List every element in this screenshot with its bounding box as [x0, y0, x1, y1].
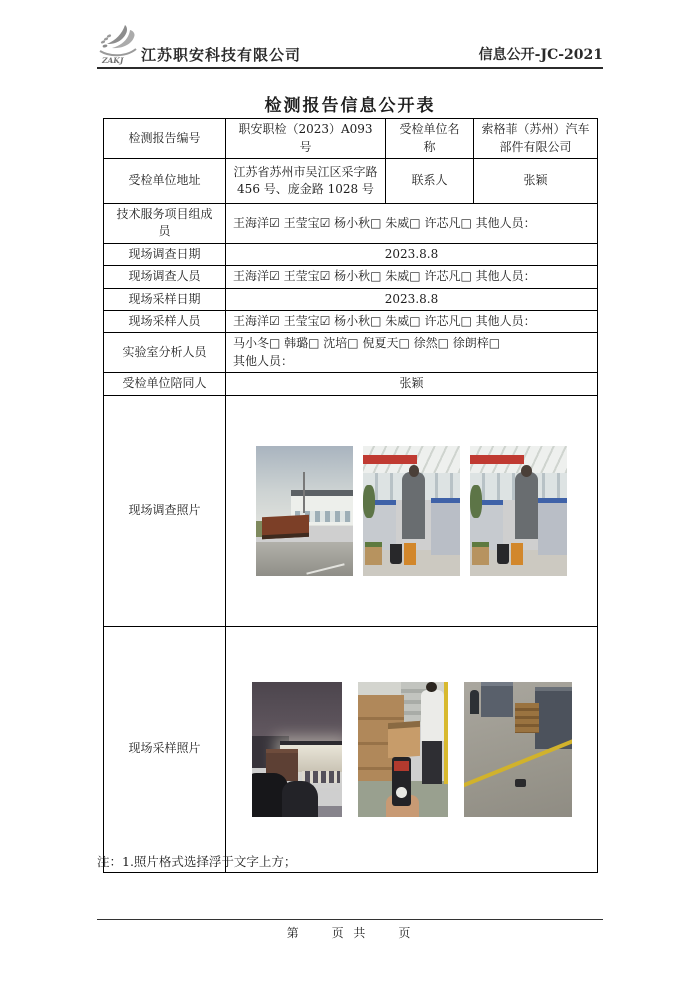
sample-photos-cell — [226, 626, 598, 872]
table-row — [104, 243, 598, 265]
photo-worker-pants — [422, 741, 442, 784]
table-row — [104, 310, 598, 332]
company-logo-icon — [95, 24, 143, 66]
table-row — [104, 626, 598, 872]
page-title: 检测报告信息公开表 — [264, 96, 436, 116]
table-row — [104, 119, 598, 159]
table-row — [104, 204, 598, 244]
photo-yellow-pole — [444, 682, 448, 785]
photo-plant — [363, 485, 375, 519]
sample-photos-label: 现场采样照片 — [104, 626, 226, 872]
logo-zakj-text: ZAKJ — [102, 56, 124, 65]
survey-photos-cell — [226, 395, 598, 626]
office-survey-photo-1 — [363, 446, 460, 576]
photo-fence — [302, 771, 340, 783]
unit-name-label: 受检单位名称 — [386, 119, 474, 159]
table-row — [104, 159, 598, 204]
sampling-photo-strip — [226, 682, 597, 817]
lab-staff-line1: 马小冬□ 韩璐□ 沈培□ 倪夏天□ 徐然□ 徐朗梓□ — [233, 336, 501, 351]
contact-value: 张颖 — [474, 159, 598, 204]
photo-parking-lot — [256, 542, 353, 576]
team-value: 王海洋☑ 王莹宝☑ 杨小秋□ 朱威□ 许芯凡□ 其他人员： — [226, 204, 598, 244]
escort-label: 受检单位陪同人 — [104, 373, 226, 395]
sample-date-value: 2023.8.8 — [226, 288, 598, 310]
sample-staff-value: 王海洋☑ 王莹宝☑ 杨小秋□ 朱威□ 许芯凡□ 其他人员： — [226, 310, 598, 332]
photo-surveyor — [402, 472, 425, 540]
factory-exterior-photo — [256, 446, 353, 576]
photo-crate — [535, 687, 572, 749]
photo-meter-screen — [394, 761, 408, 770]
report-no-label: 检测报告编号 — [104, 119, 226, 159]
disclosure-table — [103, 118, 598, 873]
company-name: 江苏职安科技有限公司 — [141, 46, 302, 64]
photo-cubicle-right — [431, 498, 460, 555]
factory-floor-photo — [464, 682, 572, 817]
photo-company-sign — [262, 514, 309, 539]
photo-surveyor — [515, 472, 538, 540]
survey-staff-label: 现场调查人员 — [104, 266, 226, 288]
warehouse-sampling-photo — [358, 682, 448, 817]
photo-open-box — [388, 721, 420, 758]
unit-addr-value: 江苏省苏州市吴江区采字路456 号、庞金路 1028 号 — [226, 159, 386, 204]
table-row — [104, 288, 598, 310]
team-label: 技术服务项目组成员 — [104, 204, 226, 244]
table-row — [104, 395, 598, 626]
office-survey-photo-2 — [470, 446, 567, 576]
photo-cardboard-box — [365, 542, 382, 565]
footnote: 注：1.照片格式选择浮于文字上方； — [97, 854, 297, 869]
photo-cubicle-right — [538, 498, 567, 555]
photo-orange-sign — [404, 543, 417, 565]
photo-red-banner — [470, 455, 524, 464]
escort-value: 张颖 — [226, 373, 598, 395]
photo-orange-sign — [511, 543, 524, 565]
photo-red-banner — [363, 455, 417, 464]
photo-trash-bin — [390, 544, 402, 564]
photo-worker-shirt — [421, 690, 444, 741]
photo-distant-worker — [470, 690, 479, 714]
photo-pallets — [515, 703, 539, 733]
survey-date-label: 现场调查日期 — [104, 243, 226, 265]
photo-meter-sensor — [396, 787, 407, 798]
photo-surveyor-head — [409, 465, 420, 477]
table-row — [104, 333, 598, 373]
survey-date-value: 2023.8.8 — [226, 243, 598, 265]
document-code: 信息公开-JC-2021 — [478, 47, 603, 63]
survey-staff-value: 王海洋☑ 王莹宝☑ 杨小秋□ 朱威□ 许芯凡□ 其他人员： — [226, 266, 598, 288]
table-row — [104, 373, 598, 395]
photo-small-object — [515, 779, 526, 787]
photo-trash-bin — [497, 544, 509, 564]
unit-name-value: 索格菲（苏州）汽车部件有限公司 — [474, 119, 598, 159]
page-number: 第 页 共 页 — [286, 926, 414, 940]
survey-photo-strip — [226, 446, 597, 576]
photo-parked-car — [282, 781, 318, 816]
photo-plant — [470, 485, 482, 519]
photo-light-pole — [303, 472, 305, 514]
report-no-value: 职安职检（2023）A093 号 — [226, 119, 386, 159]
photo-crate — [481, 682, 513, 717]
lab-staff-value — [226, 333, 598, 373]
photo-surveyor-head — [521, 465, 532, 477]
header-divider — [97, 67, 603, 69]
photo-worker-head — [426, 682, 437, 693]
contact-label: 联系人 — [386, 159, 474, 204]
footer-divider — [97, 919, 603, 920]
sample-date-label: 现场采样日期 — [104, 288, 226, 310]
lab-staff-line2: 其他人员： — [233, 353, 294, 368]
survey-photos-label: 现场调查照片 — [104, 395, 226, 626]
unit-addr-label: 受检单位地址 — [104, 159, 226, 204]
night-exterior-photo — [252, 682, 342, 817]
sample-staff-label: 现场采样人员 — [104, 310, 226, 332]
table-row — [104, 266, 598, 288]
lab-staff-label: 实验室分析人员 — [104, 333, 226, 373]
photo-cardboard-box — [472, 542, 489, 565]
